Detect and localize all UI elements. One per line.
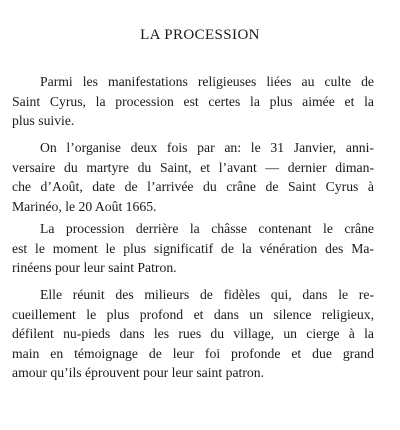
- text-line: versaire du martyre du Saint, et l’avant — dernier diman-: [12, 159, 374, 175]
- text-line: Parmi les manifestations religieuses liées au culte de: [40, 74, 374, 89]
- text-line: rinéens pour leur saint Patron.: [12, 260, 177, 275]
- text-line: défilent nu-pieds dans les rues du village, un cierge à la: [12, 326, 374, 341]
- page-title: LA PROCESSION: [140, 27, 260, 43]
- text-line: est le moment le plus significatif de la vénération des Ma-: [12, 240, 374, 256]
- text-line: La procession derrière la châsse contenant le crâne: [40, 221, 374, 236]
- text-line: plus suivie.: [12, 113, 75, 128]
- paragraph-1: [12, 72, 374, 131]
- text-line: On l’organise deux fois par an: le 31 Janvier, anni-: [40, 140, 374, 155]
- text-line: Marinéo, le 20 Août 1665.: [12, 198, 157, 214]
- paragraph-2: [12, 138, 374, 216]
- text-line: cueillement le plus profond et dans un silence religieux,: [12, 306, 374, 322]
- paragraph-4: [12, 285, 374, 383]
- text-line: che d’Août, date de l’arrivée du crâne de Saint Cyrus à: [12, 179, 374, 194]
- text-line: Saint Cyrus, la procession est certes la plus aimée et la: [12, 93, 374, 109]
- text-line: main en témoignage de leur foi profonde et due grand: [12, 345, 374, 361]
- paragraph-3: [12, 219, 374, 278]
- text-line: amour qu’ils éprouvent pour leur saint patron.: [12, 365, 265, 380]
- text-line: Elle réunit des milieurs de fidèles qui, dans le re-: [40, 287, 374, 302]
